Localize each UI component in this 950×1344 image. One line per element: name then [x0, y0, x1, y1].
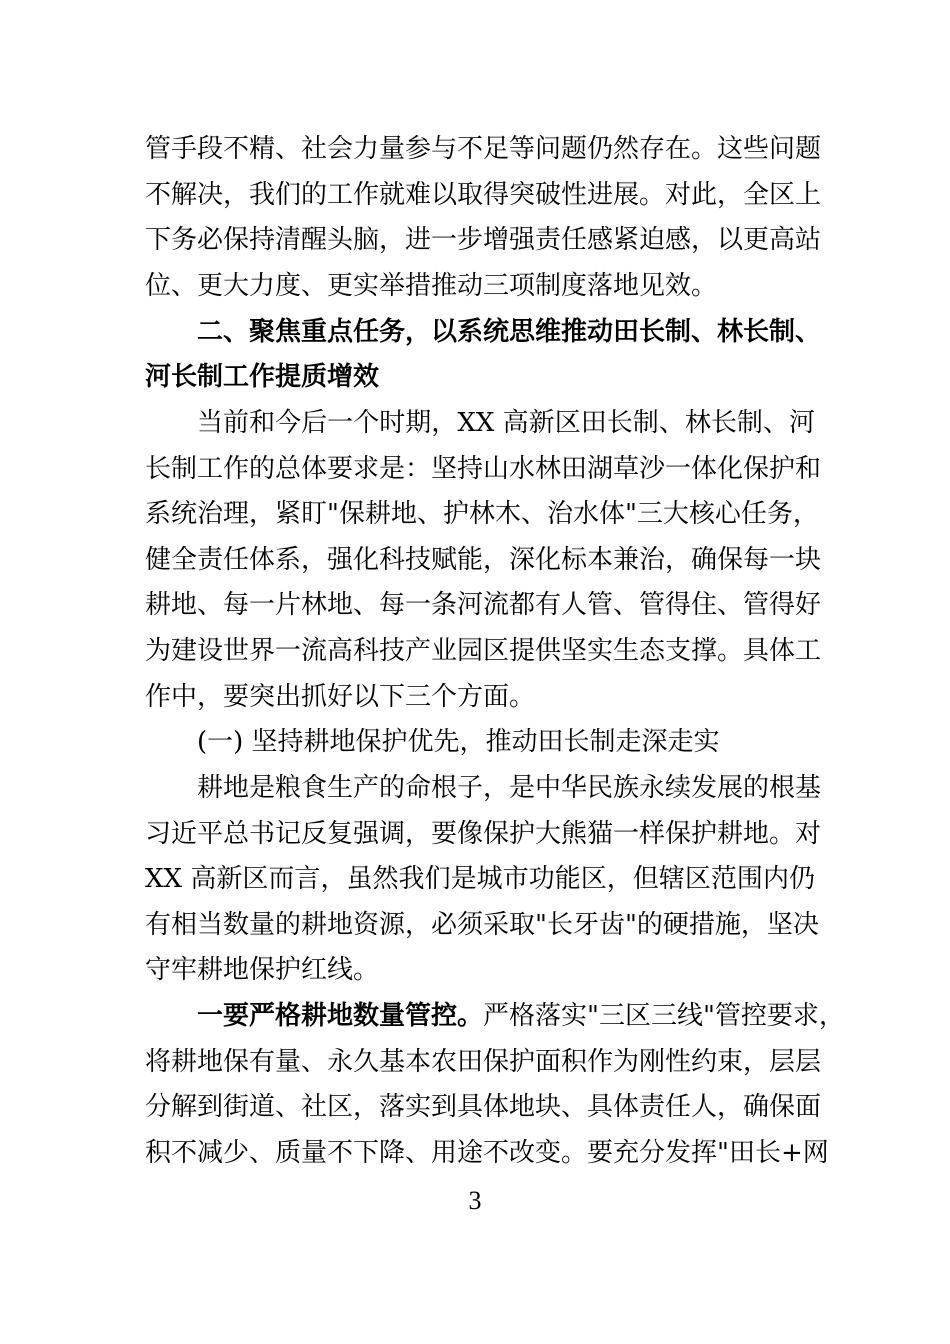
body-text-line: 长制工作的总体要求是：坚持山水林田湖草沙一体化保护和 — [145, 454, 822, 484]
body-text-line: 下务必保持清醒头脑，进一步增强责任感紧迫感，以更高站 — [145, 225, 822, 255]
section-heading: 二、聚焦重点任务，以系统思维推动田长制、林长制、 — [197, 317, 822, 347]
page-number: 3 — [468, 1186, 482, 1215]
body-text-line: 作中，要突出抓好以下三个方面。 — [145, 682, 536, 712]
body-text-line: 有相当数量的耕地资源，必须采取"长牙齿"的硬措施，坚决 — [145, 910, 819, 940]
body-text-line: 耕地、每一片林地、每一条河流都有人管、管得住、管得好 — [145, 590, 822, 620]
body-text-line: 分解到街道、社区，落实到具体地块、具体责任人，确保面 — [145, 1092, 822, 1122]
body-text-line: XX 高新区而言，虽然我们是城市功能区，但辖区范围内仍 — [145, 864, 815, 894]
subsection-heading: (一) 坚持耕地保护优先，推动田长制走深走实 — [197, 727, 720, 757]
body-text-line: 守牢耕地保护红线。 — [145, 955, 380, 985]
body-text-line: 不解决，我们的工作就难以取得突破性进展。对此，全区上 — [145, 180, 822, 210]
body-text-line: 将耕地保有量、永久基本农田保护面积作为刚性约束，层层 — [145, 1047, 822, 1077]
lead-continuation: 严格落实"三区三线"管控要求， — [483, 1001, 845, 1031]
body-text-line: 位、更大力度、更实举措推动三项制度落地见效。 — [145, 271, 718, 301]
body-text-line: 管手段不精、社会力量参与不足等问题仍然存在。这些问题 — [145, 134, 822, 164]
body-text-line: 当前和今后一个时期，XX 高新区田长制、林长制、河 — [197, 408, 815, 438]
body-text-line: 为建设世界一流高科技产业园区提供坚实生态支撑。具体工 — [145, 636, 822, 666]
body-text-line: 积不减少、质量不下降、用途不改变。要充分发挥"田长+网 — [145, 1138, 829, 1168]
body-text-line: 系统治理，紧盯"保耕地、护林木、治水体"三大核心任务， — [145, 499, 819, 529]
body-text-line: 习近平总书记反复强调，要像保护大熊猫一样保护耕地。对 — [145, 819, 822, 849]
body-text-line: 健全责任体系，强化科技赋能，深化标本兼治，确保每一块 — [145, 545, 822, 575]
section-heading: 河长制工作提质增效 — [145, 362, 380, 392]
body-text-line: 耕地是粮食生产的命根子，是中华民族永续发展的根基 — [197, 773, 822, 803]
body-text-line — [197, 999, 845, 1033]
bold-lead-text: 一要严格耕地数量管控。 — [197, 1001, 484, 1031]
